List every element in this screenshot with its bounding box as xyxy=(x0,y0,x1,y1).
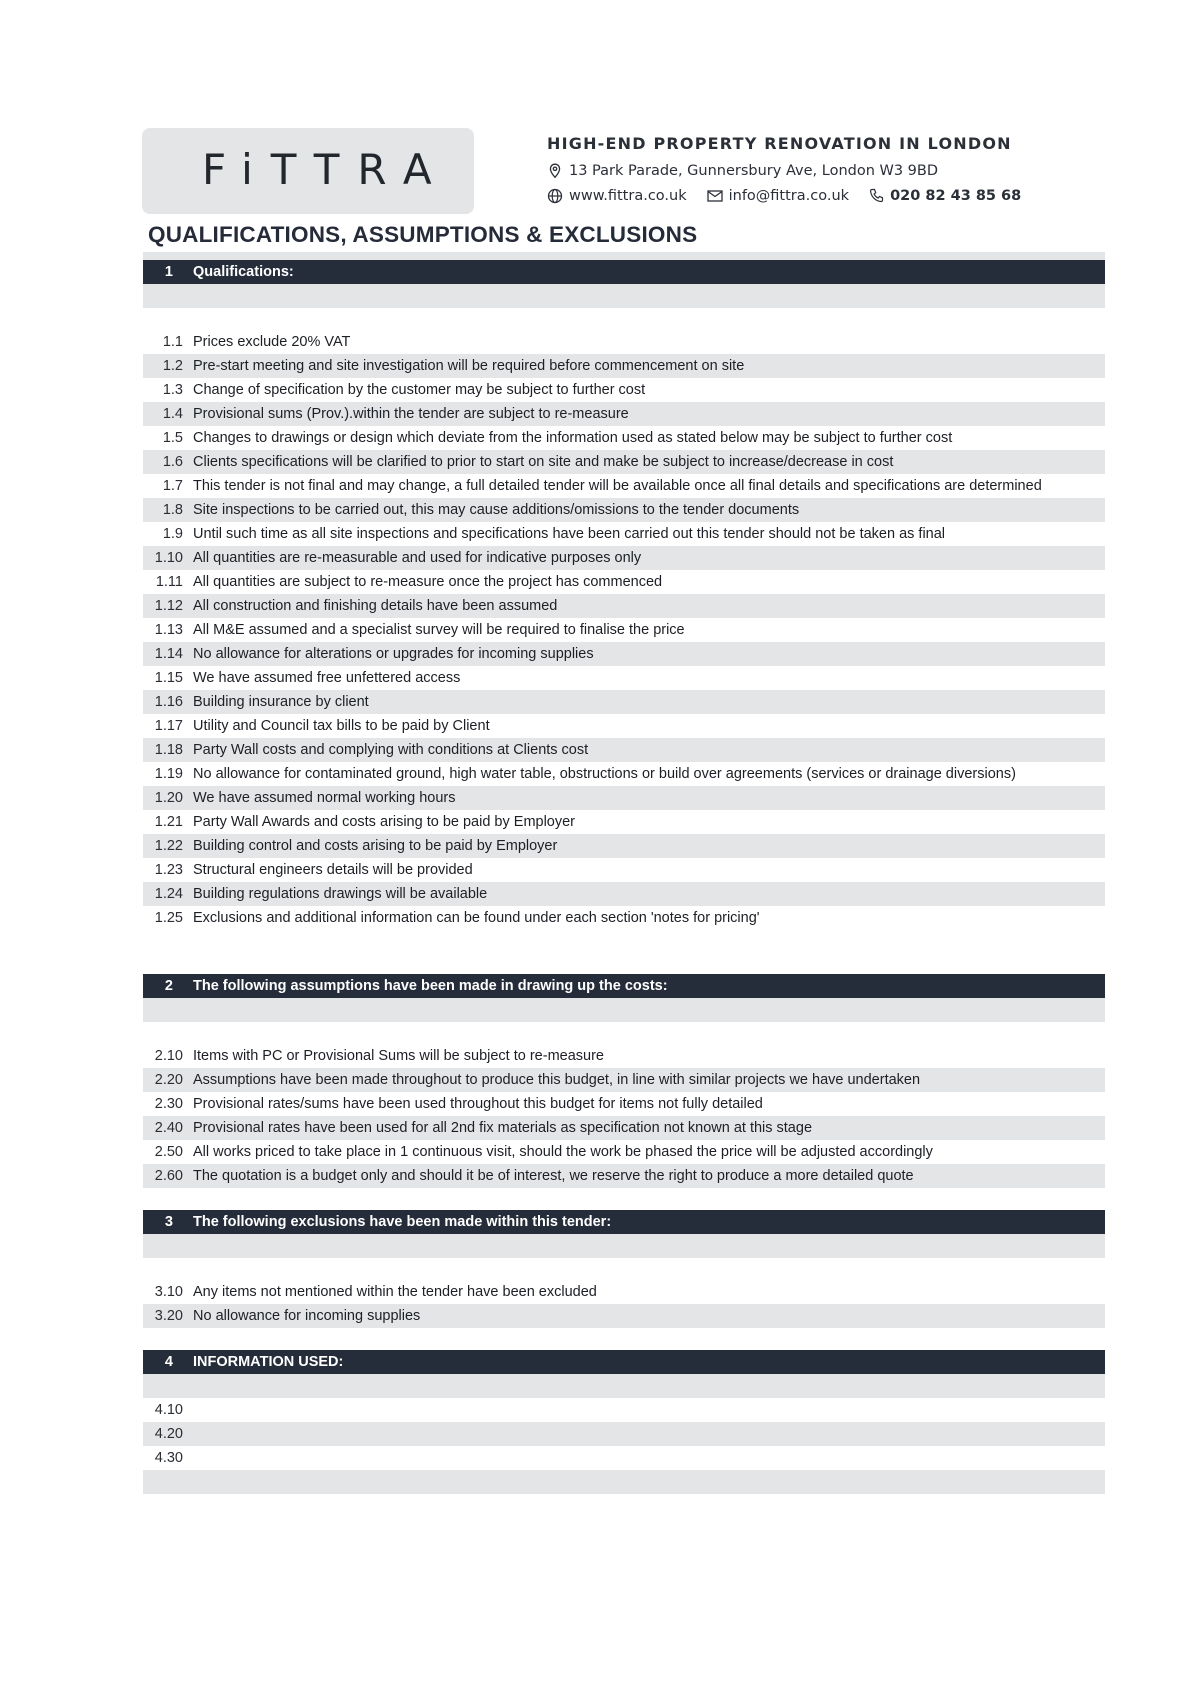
table-row xyxy=(143,402,1105,426)
item-number: 1.9 xyxy=(162,526,183,542)
table-row xyxy=(143,810,1105,834)
table-row xyxy=(143,546,1105,570)
table-row xyxy=(143,906,1105,930)
item-text: Site inspections to be carried out, this may cause additions/omissions to the tender documents xyxy=(193,502,800,518)
table-row xyxy=(143,450,1105,474)
item-number: 3.20 xyxy=(154,1308,183,1324)
table-row xyxy=(143,378,1105,402)
item-number: 1.2 xyxy=(162,358,183,374)
item-number: 2.30 xyxy=(154,1096,183,1112)
header-info xyxy=(547,134,1067,208)
contact-line xyxy=(547,183,1067,208)
item-text: Utility and Council tax bills to be paid by Client xyxy=(193,718,490,734)
section-number: 4 xyxy=(164,1354,173,1370)
item-number: 3.10 xyxy=(154,1284,183,1300)
website[interactable] xyxy=(547,188,687,204)
item-text: Clients specifications will be clarified to prior to start on site and make be subject to increase/decrease in cost xyxy=(193,454,894,470)
table-row xyxy=(143,618,1105,642)
item-number: 1.17 xyxy=(154,718,183,734)
table-row xyxy=(143,330,1105,354)
page-title: QUALIFICATIONS, ASSUMPTIONS & EXCLUSIONS xyxy=(148,222,698,247)
item-number: 1.3 xyxy=(162,382,183,398)
spacer-row xyxy=(143,952,1105,974)
section-number: 2 xyxy=(164,978,173,994)
item-text: Changes to drawings or design which deviate from the information used as stated below may be subject to further cost xyxy=(193,430,953,446)
email-text: info@fittra.co.uk xyxy=(728,187,850,204)
item-number: 1.13 xyxy=(154,622,183,638)
table-row xyxy=(143,1280,1105,1304)
mail-icon xyxy=(707,189,723,203)
section-title: The following exclusions have been made within this tender: xyxy=(193,1214,612,1230)
location-pin-icon xyxy=(547,163,563,179)
item-number: 1.8 xyxy=(162,502,183,518)
item-number: 2.10 xyxy=(154,1048,183,1064)
table-row xyxy=(143,354,1105,378)
item-number: 1.12 xyxy=(154,598,183,614)
spacer-row xyxy=(143,1258,1105,1280)
item-number: 1.1 xyxy=(162,334,183,350)
qae-table xyxy=(143,252,1105,1494)
item-text: Provisional rates have been used for all 2nd fix materials as specification not known at this stage xyxy=(193,1120,813,1136)
item-text: All quantities are re-measurable and used for indicative purposes only xyxy=(193,550,642,566)
table-row xyxy=(143,1140,1105,1164)
tagline: HIGH-END PROPERTY RENOVATION IN LONDON xyxy=(547,134,1012,153)
item-text: Prices exclude 20% VAT xyxy=(193,334,351,350)
table-row xyxy=(143,1446,1105,1470)
item-number: 1.23 xyxy=(154,862,183,878)
section-1-header xyxy=(143,260,1105,284)
table-top-band xyxy=(143,252,1105,260)
blank-row xyxy=(143,284,1105,308)
table-row xyxy=(143,738,1105,762)
item-number: 1.4 xyxy=(162,406,183,422)
item-text: No allowance for alterations or upgrades for incoming supplies xyxy=(193,646,594,662)
item-text: Party Wall Awards and costs arising to be paid by Employer xyxy=(193,814,576,830)
item-text: Items with PC or Provisional Sums will be subject to re-measure xyxy=(193,1048,604,1064)
table-row xyxy=(143,1398,1105,1422)
address xyxy=(547,163,938,179)
section-title: Qualifications: xyxy=(193,264,294,280)
item-number: 4.10 xyxy=(154,1402,183,1418)
table-row xyxy=(143,690,1105,714)
blank-row xyxy=(143,998,1105,1022)
table-row xyxy=(143,714,1105,738)
item-text: We have assumed normal working hours xyxy=(193,790,456,806)
item-number: 1.22 xyxy=(154,838,183,854)
globe-icon xyxy=(547,188,563,204)
blank-row xyxy=(143,1374,1105,1398)
table-row xyxy=(143,1044,1105,1068)
email[interactable] xyxy=(707,188,849,204)
item-number: 2.20 xyxy=(154,1072,183,1088)
item-text: All works priced to take place in 1 continuous visit, should the work be phased the price will be adjusted accordingly xyxy=(193,1144,933,1160)
table-row xyxy=(143,1116,1105,1140)
item-text: Building control and costs arising to be paid by Employer xyxy=(193,838,558,854)
table-row xyxy=(143,522,1105,546)
item-number: 1.10 xyxy=(154,550,183,566)
item-number: 1.24 xyxy=(154,886,183,902)
item-text: Until such time as all site inspections and specifications have been carried out this tender should not be taken as final xyxy=(193,526,946,542)
section-2-header xyxy=(143,974,1105,998)
item-text: Party Wall costs and complying with conditions at Clients cost xyxy=(193,742,589,758)
item-text: Building regulations drawings will be available xyxy=(193,886,488,902)
item-number: 2.60 xyxy=(154,1168,183,1184)
item-text: This tender is not final and may change, a full detailed tender will be available once all final details and specifications are determined xyxy=(193,478,1042,494)
table-row xyxy=(143,762,1105,786)
item-text: We have assumed free unfettered access xyxy=(193,670,461,686)
item-number: 1.15 xyxy=(154,670,183,686)
spacer-row xyxy=(143,930,1105,952)
section-3-header xyxy=(143,1210,1105,1234)
phone-text: 020 82 43 85 68 xyxy=(890,187,1022,204)
item-number: 1.25 xyxy=(154,910,183,926)
item-text: Building insurance by client xyxy=(193,694,369,710)
item-number: 1.18 xyxy=(154,742,183,758)
table-row xyxy=(143,786,1105,810)
item-text: Provisional sums (Prov.).within the tender are subject to re-measure xyxy=(193,406,629,422)
blank-row xyxy=(143,1470,1105,1494)
section-number: 3 xyxy=(164,1214,173,1230)
item-number: 1.16 xyxy=(154,694,183,710)
item-number: 1.11 xyxy=(155,574,183,590)
item-number: 2.50 xyxy=(154,1144,183,1160)
item-number: 4.30 xyxy=(154,1450,183,1466)
section-title: The following assumptions have been made in drawing up the costs: xyxy=(193,978,668,994)
table-row xyxy=(143,858,1105,882)
section-number: 1 xyxy=(164,264,173,280)
item-number: 1.5 xyxy=(162,430,183,446)
item-text: Change of specification by the customer may be subject to further cost xyxy=(193,382,646,398)
address-line xyxy=(547,158,1067,183)
item-text: All construction and finishing details have been assumed xyxy=(193,598,558,614)
fittra-logo: FiTTRA xyxy=(202,145,450,194)
item-text: All quantities are subject to re-measure once the project has commenced xyxy=(193,574,663,590)
item-text: Assumptions have been made throughout to produce this budget, in line with similar projects we have undertaken xyxy=(193,1072,921,1088)
item-text: Exclusions and additional information can be found under each section 'notes for pricing' xyxy=(193,910,760,926)
item-text: Pre-start meeting and site investigation will be required before commencement on site xyxy=(193,358,745,374)
table-row xyxy=(143,594,1105,618)
item-text: No allowance for contaminated ground, high water table, obstructions or build over agreements (services or drainage diversions) xyxy=(193,766,1016,782)
table-row xyxy=(143,498,1105,522)
spacer-row xyxy=(143,1022,1105,1044)
item-number: 1.20 xyxy=(154,790,183,806)
section-title: INFORMATION USED: xyxy=(193,1354,344,1370)
table-row xyxy=(143,642,1105,666)
item-text: Provisional rates/sums have been used throughout this budget for items not fully detailed xyxy=(193,1096,763,1112)
table-row xyxy=(143,1092,1105,1116)
item-text: No allowance for incoming supplies xyxy=(193,1308,421,1324)
phone-icon xyxy=(869,188,884,204)
item-text: The quotation is a budget only and should it be of interest, we reserve the right to produce a more detailed quote xyxy=(193,1168,914,1184)
table-row xyxy=(143,1422,1105,1446)
item-number: 1.19 xyxy=(154,766,183,782)
table-row xyxy=(143,834,1105,858)
item-number: 1.14 xyxy=(154,646,183,662)
item-number: 4.20 xyxy=(154,1426,183,1442)
spacer-row xyxy=(143,308,1105,330)
table-row xyxy=(143,1164,1105,1188)
item-number: 1.6 xyxy=(162,454,183,470)
item-number: 1.21 xyxy=(154,814,183,830)
item-number: 2.40 xyxy=(154,1120,183,1136)
item-number: 1.7 xyxy=(162,478,183,494)
address-text: 13 Park Parade, Gunnersbury Ave, London W3 9BD xyxy=(569,162,939,179)
table-row xyxy=(143,1068,1105,1092)
table-row xyxy=(143,474,1105,498)
item-text: Any items not mentioned within the tender have been excluded xyxy=(193,1284,597,1300)
table-row xyxy=(143,882,1105,906)
table-row xyxy=(143,426,1105,450)
item-text: All M&E assumed and a specialist survey will be required to finalise the price xyxy=(193,622,685,638)
item-text: Structural engineers details will be provided xyxy=(193,862,473,878)
table-row xyxy=(143,570,1105,594)
spacer-row xyxy=(143,1328,1105,1350)
phone[interactable] xyxy=(869,188,1021,204)
website-text: www.fittra.co.uk xyxy=(569,187,687,204)
table-row xyxy=(143,1304,1105,1328)
table-row xyxy=(143,666,1105,690)
spacer-row xyxy=(143,1188,1105,1210)
blank-row xyxy=(143,1234,1105,1258)
section-4-header xyxy=(143,1350,1105,1374)
